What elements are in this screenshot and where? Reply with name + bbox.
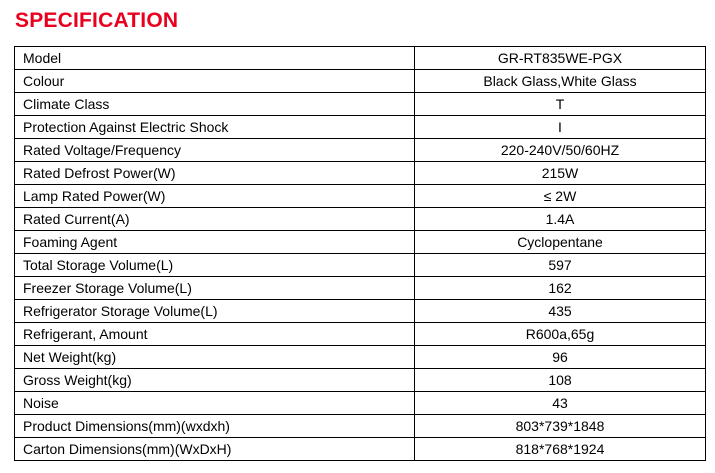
spec-label: Rated Current(A): [15, 208, 415, 231]
spec-label: Rated Defrost Power(W): [15, 162, 415, 185]
spec-value: 1.4A: [415, 208, 706, 231]
spec-label: Product Dimensions(mm)(wxdxh): [15, 415, 415, 438]
spec-value: 162: [415, 277, 706, 300]
spec-label: Lamp Rated Power(W): [15, 185, 415, 208]
spec-label: Refrigerator Storage Volume(L): [15, 300, 415, 323]
table-row: [15, 185, 706, 208]
spec-value: 220-240V/50/60HZ: [415, 139, 706, 162]
spec-label: Freezer Storage Volume(L): [15, 277, 415, 300]
spec-value: I: [415, 116, 706, 139]
table-row: [15, 116, 706, 139]
spec-label: Model: [15, 47, 415, 70]
spec-value: 96: [415, 346, 706, 369]
spec-label: Protection Against Electric Shock: [15, 116, 415, 139]
table-row: [15, 47, 706, 70]
spec-value: 818*768*1924: [415, 438, 706, 461]
spec-value: Black Glass,White Glass: [415, 70, 706, 93]
spec-value: GR-RT835WE-PGX: [415, 47, 706, 70]
spec-label: Colour: [15, 70, 415, 93]
spec-label: Noise: [15, 392, 415, 415]
spec-label: Climate Class: [15, 93, 415, 116]
specification-table: [14, 46, 706, 461]
spec-value: ≤ 2W: [415, 185, 706, 208]
table-row: [15, 323, 706, 346]
spec-value: 215W: [415, 162, 706, 185]
spec-value: 108: [415, 369, 706, 392]
table-row: [15, 231, 706, 254]
spec-label: Refrigerant, Amount: [15, 323, 415, 346]
spec-value: Cyclopentane: [415, 231, 706, 254]
table-row: [15, 162, 706, 185]
table-row: [15, 300, 706, 323]
spec-label: Carton Dimensions(mm)(WxDxH): [15, 438, 415, 461]
spec-value: T: [415, 93, 706, 116]
table-row: [15, 208, 706, 231]
table-row: [15, 438, 706, 461]
page-title: SPECIFICATION: [15, 9, 179, 32]
specification-table-body: [15, 47, 706, 461]
table-row: [15, 139, 706, 162]
table-row: [15, 93, 706, 116]
table-row: [15, 277, 706, 300]
spec-label: Gross Weight(kg): [15, 369, 415, 392]
spec-label: Rated Voltage/Frequency: [15, 139, 415, 162]
spec-value: 803*739*1848: [415, 415, 706, 438]
table-row: [15, 369, 706, 392]
spec-value: 435: [415, 300, 706, 323]
spec-value: 43: [415, 392, 706, 415]
table-row: [15, 392, 706, 415]
spec-label: Total Storage Volume(L): [15, 254, 415, 277]
spec-value: R600a,65g: [415, 323, 706, 346]
table-row: [15, 346, 706, 369]
table-row: [15, 254, 706, 277]
spec-label: Foaming Agent: [15, 231, 415, 254]
spec-value: 597: [415, 254, 706, 277]
table-row: [15, 70, 706, 93]
table-row: [15, 415, 706, 438]
spec-label: Net Weight(kg): [15, 346, 415, 369]
